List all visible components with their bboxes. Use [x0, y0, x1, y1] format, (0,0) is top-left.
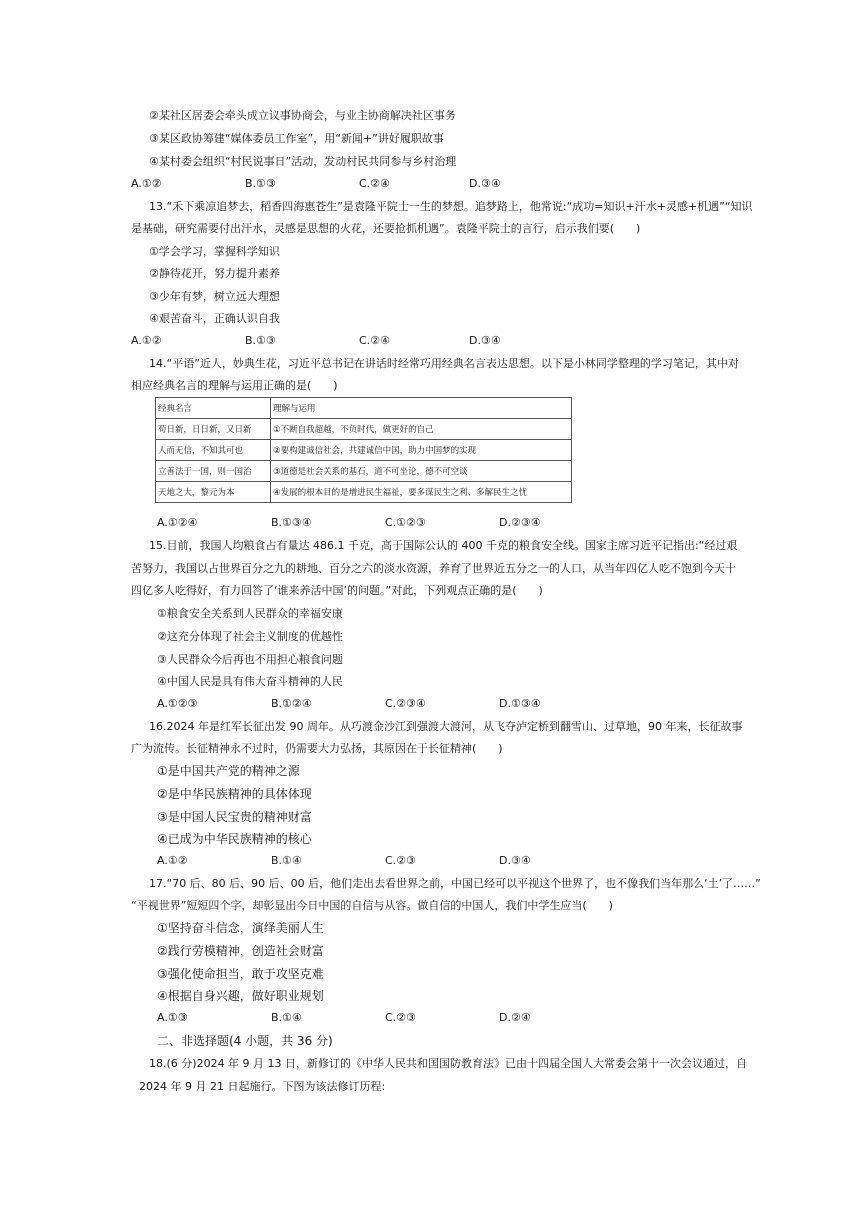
q13-option-d: D.③④: [469, 334, 501, 347]
q16-item-1: ①是中国共产党的精神之源: [157, 764, 300, 778]
table-row: [156, 419, 572, 440]
q14-option-b: B.①③④: [271, 516, 312, 529]
section-title: 二、非选择题(4 小题，共 36 分): [157, 1034, 333, 1048]
q18-stem-line-2: 2024 年 9 月 21 日起施行。下图为该法修订历程:: [139, 1080, 386, 1093]
q17-item-2: ②践行劳模精神，创造社会财富: [157, 944, 324, 958]
q14-stem-line-1: 14.“平语”近人，妙典生花，习近平总书记在讲话时经常巧用经典名言表达思想。以下是小林同学整理的学习笔记，其中对: [149, 357, 739, 370]
q15-option-b: B.①②④: [271, 697, 312, 710]
q17-option-d: D.②④: [499, 1011, 531, 1024]
q16-item-2: ②是中华民族精神的具体体现: [157, 787, 312, 801]
q13-option-b: B.①③: [245, 334, 276, 347]
table-header-cell: 经典名言: [156, 398, 271, 419]
q15-item-3: ③人民群众今后再也不用担心粮食问题: [157, 653, 343, 666]
q13-option-c: C.②④: [359, 334, 390, 347]
q16-option-b: B.①④: [271, 854, 302, 867]
q15-stem-line-3: 四亿多人吃得好，有力回答了‘谁来养活中国’的问题。”对此，下列观点正确的是( ): [131, 584, 543, 597]
q16-item-3: ③是中国人民宝贵的精神财富: [157, 810, 312, 824]
q13-stem-line-1: 13.“禾下乘凉追梦去，稻香四海惠苍生”是袁隆平院士一生的梦想。追梦路上，他常说:“成功=知识+汗水+灵感+机遇”“知识: [149, 200, 753, 213]
q13-item-1: ①学会学习，掌握科学知识: [149, 245, 280, 258]
q13-item-3: ③少年有梦，树立远大理想: [149, 290, 280, 303]
q12-item-2: ②某社区居委会牵头成立议事协商会，与业主协商解决社区事务: [149, 109, 456, 122]
q17-option-c: C.②③: [385, 1011, 416, 1024]
table-row: [156, 482, 572, 503]
q13-item-4: ④艰苦奋斗，正确认识自我: [149, 312, 280, 325]
table-cell: ②要构建诚信社会，共建诚信中国，助力中国梦的实现: [271, 440, 572, 461]
q17-stem-line-2: “平视世界”短短四个字，却彰显出今日中国的自信与从容。做自信的中国人，我们中学生应当( ): [131, 899, 613, 912]
q18-stem-line-1: 18.(6 分)2024 年 9 月 13 日，新修订的《中华人民共和国国防教育法》已由十四届全国人大常委会第十一次会议通过，自: [149, 1057, 748, 1070]
table-cell: 人而无信，不知其可也: [156, 440, 271, 461]
table-row: [156, 461, 572, 482]
q16-stem-line-2: 广为流传。长征精神永不过时，仍需要大力弘扬，其原因在于长征精神( ): [131, 742, 503, 755]
q12-option-d: D.③④: [469, 177, 501, 190]
q17-item-4: ④根据自身兴趣，做好职业规划: [157, 989, 324, 1003]
q15-option-c: C.②③④: [385, 697, 426, 710]
table-cell: 立善法于一国，则一国治: [156, 461, 271, 482]
q12-option-a: A.①②: [131, 177, 162, 190]
q15-option-a: A.①②③: [157, 697, 198, 710]
q17-stem-line-1: 17.“70 后、80 后、90 后、00 后，他们走出去看世界之前，中国已经可以平视这个世界了，也不像我们当年那么‘土’了……”: [149, 877, 761, 890]
q16-stem-line-1: 16.2024 年是红军长征出发 90 周年。从巧渡金沙江到强渡大渡河，从飞夺泸定桥到翻雪山、过草地，90 年来，长征故事: [149, 720, 743, 733]
q15-item-2: ②这充分体现了社会主义制度的优越性: [157, 630, 343, 643]
q14-option-a: A.①②④: [157, 516, 198, 529]
table-cell: 苟日新，日日新，又日新: [156, 419, 271, 440]
table-header-row: [156, 398, 572, 419]
q15-stem-line-2: 苦努力，我国以占世界百分之九的耕地、百分之六的淡水资源，养育了世界近五分之一的人口，从当年四亿人吃不饱到今天十: [131, 562, 736, 575]
q15-stem-line-1: 15.目前，我国人均粮食占有量达 486.1 千克，高于国际公认的 400 千克的粮食安全线。国家主席习近平记指出:“经过艰: [149, 539, 738, 552]
q15-item-1: ①粮食安全关系到人民群众的幸福安康: [157, 607, 343, 620]
q16-option-a: A.①②: [157, 854, 188, 867]
table-cell: ④发展的根本目的是增进民生福祉，要多谋民生之利、多解民生之忧: [271, 482, 572, 503]
table-cell: ③道德是社会关系的基石，道不可坐论，德不可空谈: [271, 461, 572, 482]
q15-option-d: D.①③④: [499, 697, 541, 710]
table-cell: ①不断自我超越，不负时代，做更好的自己: [271, 419, 572, 440]
q14-stem-line-2: 相应经典名言的理解与运用正确的是( ): [131, 379, 338, 392]
table-cell: 天地之大，黎元为本: [156, 482, 271, 503]
q16-option-d: D.③④: [499, 854, 531, 867]
q17-item-3: ③强化使命担当，敢于攻坚克难: [157, 967, 324, 981]
q16-option-c: C.②③: [385, 854, 416, 867]
q12-item-3: ③某区政协筹建“媒体委员工作室”，用“新闻+”讲好履职故事: [149, 132, 444, 145]
q12-option-c: C.②④: [359, 177, 390, 190]
q17-item-1: ①坚持奋斗信念，演绎美丽人生: [157, 921, 324, 935]
q17-option-a: A.①③: [157, 1011, 188, 1024]
q13-stem-line-2: 是基础，研究需要付出汗水，灵感是思想的火花，还要抢抓机遇”。袁隆平院士的言行，启示我们要( ): [131, 222, 641, 235]
q12-option-b: B.①③: [245, 177, 276, 190]
q13-option-a: A.①②: [131, 334, 162, 347]
q14-option-c: C.①②③: [385, 516, 426, 529]
q16-item-4: ④已成为中华民族精神的核心: [157, 832, 312, 846]
q15-item-4: ④中国人民是具有伟大奋斗精神的人民: [157, 675, 343, 688]
q17-option-b: B.①④: [271, 1011, 302, 1024]
q12-item-4: ④某村委会组织“村民说事日”活动，发动村民共同参与乡村治理: [149, 155, 457, 168]
table-header-cell: 理解与运用: [271, 398, 572, 419]
q14-option-d: D.②③④: [499, 516, 541, 529]
quotes-table: [155, 397, 572, 503]
table-row: [156, 440, 572, 461]
q13-item-2: ②静待花开，努力提升素养: [149, 267, 280, 280]
